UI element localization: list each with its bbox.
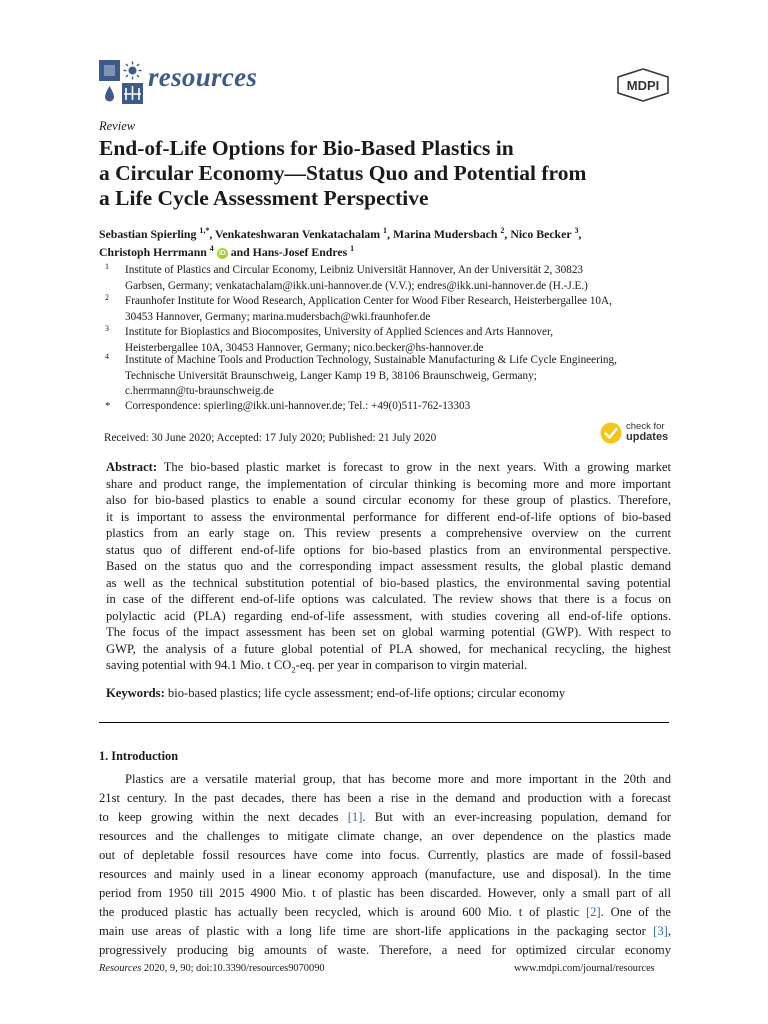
keywords-label: Keywords: [106, 686, 165, 700]
author-name[interactable]: Nico Becker [510, 227, 572, 241]
author-name[interactable]: Sebastian Spierling [99, 227, 197, 241]
abstract: Abstract: The bio-based plastic market is forecast to grow in the next years. With a growing market share and product range, the implementation of circular thinking is becoming more and more important also for bio-based plastics to enable a sound circular economy for these group of plastics. Therefore, it is important to assess the environmental performance for different end-of-life options of bio-based plastics from an early stage on. This review presents a comprehensive overview on the current status quo of different end-of-life options for bio-based plastics from an environmental perspective. Based on the status quo and the corresponding impact assessment results, the global plastic demand as well as the technical substitution potential of bio-based plastics, the environmental saving potential in case of the different end-of-life options was calculated. The review shows that there is a focus on polylactic acid (PLA) regarding end-of-life assessment, with studies covering all end-of-life options. The focus of the impact assessment has been set on global warming potential (GWP). With respect to GWP, the analysis of a future global potential of PLA showed, for mechanical recycling, the highest saving potential with 94.1 Mio. t $CO_2-eq$. per year in comparison to virgin material. [106, 460, 671, 675]
title-line: a Life Cycle Assessment Perspective [99, 186, 429, 210]
citation-link[interactable]: [3] [653, 924, 668, 938]
citation-link[interactable]: [1] [347, 810, 363, 824]
orcid-icon[interactable]: iD [218, 249, 226, 257]
mdpi-logo-text: MDPI [626, 78, 660, 93]
mdpi-logo-icon [614, 68, 672, 102]
check-updates-icon [600, 422, 622, 444]
author-list: Sebastian Spierling $^{1,*}$, Venkateshwaran Venkatachalam $^1$, Marina Mudersbach $^2$, Nico Becker $^3$, Christoph Herrmann $^4$ iD and Hans-Josef Endres $^1$ [99, 226, 582, 259]
author-name[interactable]: Marina Mudersbach [392, 227, 498, 241]
article-title [99, 136, 689, 211]
author-name[interactable]: Venkateshwaran Venkatachalam [215, 227, 381, 241]
check-for-updates-badge[interactable]: check for updates [600, 420, 670, 448]
journal-name: resources [148, 62, 258, 92]
divider [99, 722, 669, 723]
article-type: Review [99, 119, 136, 133]
title-line: a Circular Economy—Status Quo and Potential from [99, 161, 587, 185]
publication-dates: Received: 30 June 2020; Accepted: 17 July 2020; Published: 21 July 2020 [104, 432, 437, 444]
keywords: Keywords: bio-based plastics; life cycle assessment; end-of-life options; circular economy [106, 686, 566, 700]
journal-logo-icon [99, 60, 143, 104]
title-line: End-of-Life Options for Bio-Based Plastics in [99, 136, 514, 160]
citation-link[interactable]: [2] [585, 905, 601, 919]
introduction-text: Plastics are a versatile material group, that has become more and more important in the 20th and 21st century. In the past decades, there has been a rise in the demand and production with a forecast to keep growing within the next decades [1]. But with an ever-increasing population, demand for resources and the challenges to mitigate climate change, an over dependence on the plastics made out of depletable fossil resources have come into focus. Currently, plastics are made of fossil-based resources and mainly used in a linear economy approach (manufacture, use and disposal). In the time period from 1950 till 2015 4900 Mio. t of plastic has been discarded. However, only a small part of all the produced plastic has actually been recycled, which is around 600 Mio. t of plastic [2]. One of the main use areas of plastic with a long life time are short-life applications in the packaging sector [3], progressively producing big amounts of waste. Therefore, a need for optimized circular economy [99, 772, 671, 957]
author-name[interactable]: Hans-Josef Endres [252, 244, 348, 259]
footer-citation: Resources 2020, 9, 90; doi:10.3390/resources9070090 [99, 963, 325, 974]
section-heading: 1. Introduction [99, 749, 179, 763]
abstract-label: Abstract: [106, 460, 158, 474]
author-name[interactable]: Christoph Herrmann [99, 244, 207, 259]
footer-journal-url[interactable]: www.mdpi.com/journal/resources [514, 963, 655, 974]
